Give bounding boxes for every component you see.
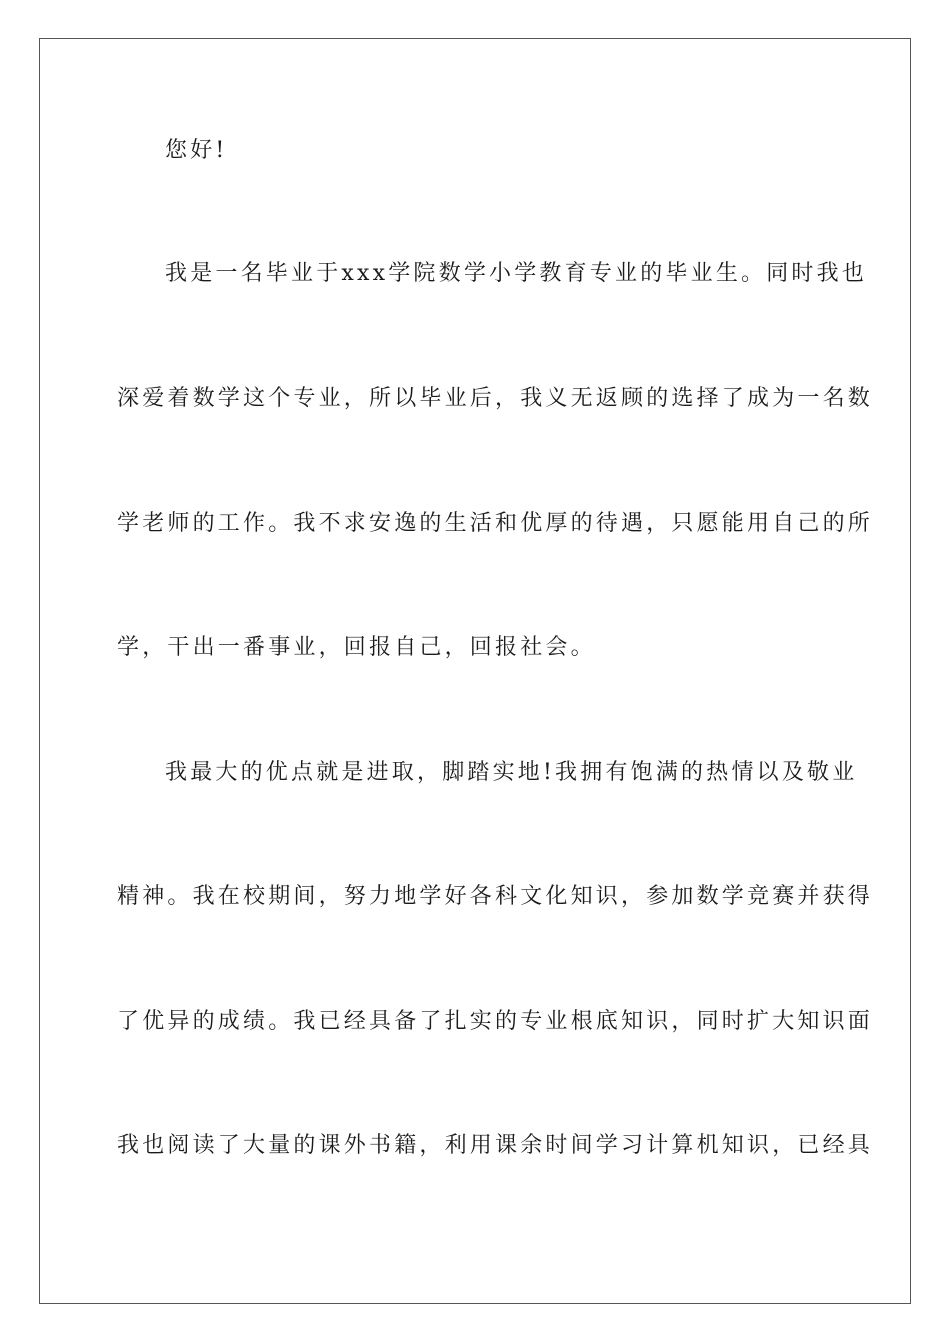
paragraph-1-line-4: 学，干出一番事业，回报自己，回报社会。: [117, 635, 596, 660]
page-frame: [39, 38, 911, 1304]
paragraph-1-line-1: 我是一名毕业于xxx学院数学小学教育专业的毕业生。同时我也: [165, 261, 868, 286]
paragraph-2-line-2: 精神。我在校期间，努力地学好各科文化知识，参加数学竞赛并获得: [117, 884, 874, 909]
paragraph-1-line-3: 学老师的工作。我不求安逸的生活和优厚的待遇，只愿能用自己的所: [117, 511, 874, 536]
paragraph-2-line-4: 我也阅读了大量的课外书籍，利用课余时间学习计算机知识，已经具: [117, 1133, 874, 1158]
paragraph-2-line-3: 了优异的成绩。我已经具备了扎实的专业根底知识，同时扩大知识面: [117, 1009, 874, 1034]
paragraph-1-line-2: 深爱着数学这个专业，所以毕业后，我义无返顾的选择了成为一名数: [117, 386, 874, 411]
paragraph-2-line-1: 我最大的优点就是进取，脚踏实地!我拥有饱满的热情以及敬业: [165, 760, 858, 785]
greeting-line: 您好!: [165, 138, 228, 163]
